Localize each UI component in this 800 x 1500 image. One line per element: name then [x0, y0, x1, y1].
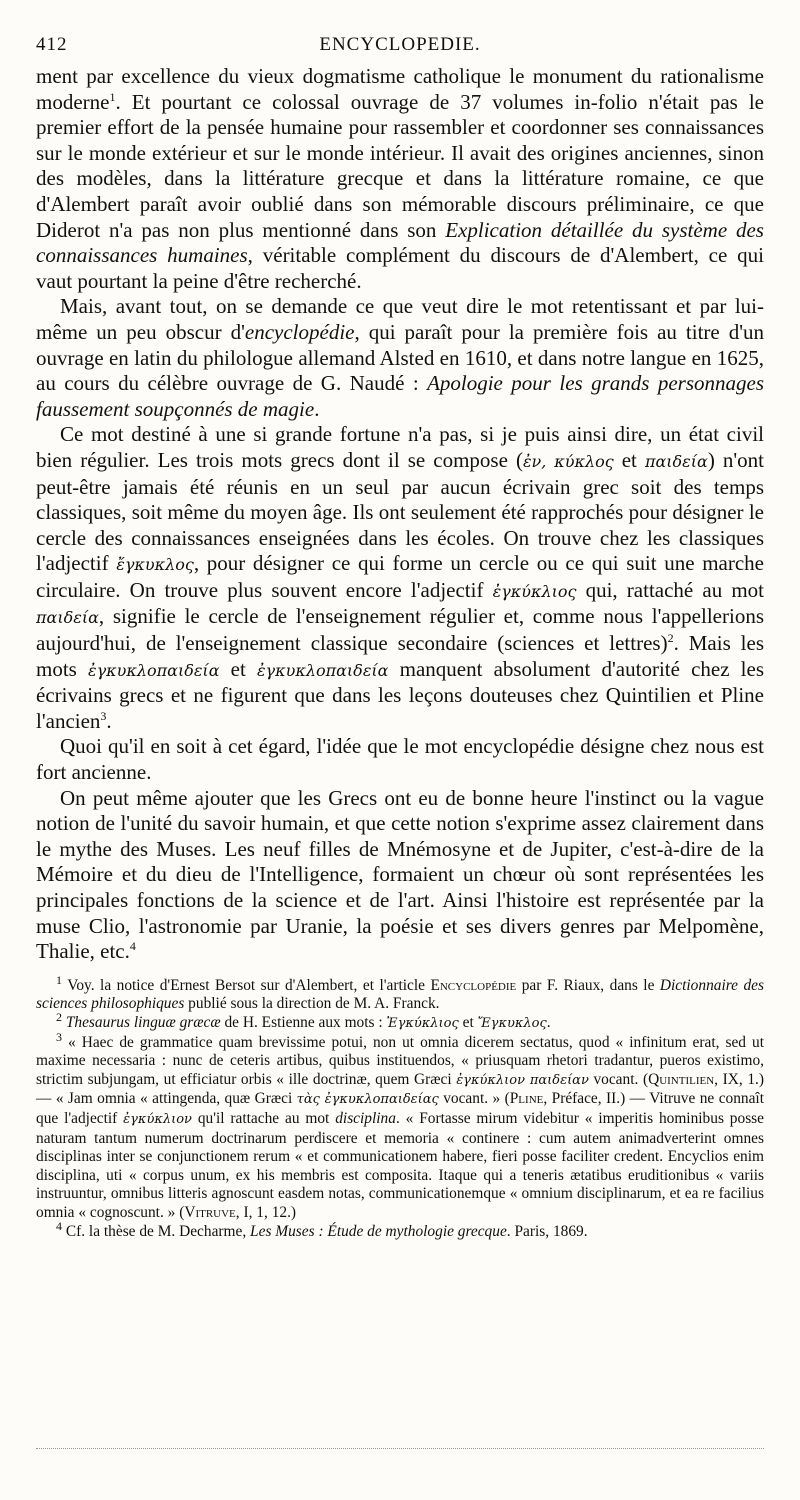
- italic-term: disciplina: [335, 1109, 396, 1127]
- footnote-ref-4: 4: [129, 939, 136, 954]
- greek-word: τὰς ἐγκυκλοπαιδείας: [296, 1092, 439, 1108]
- footnote-1: [36, 972, 764, 1014]
- small-caps-text: Quintilien: [648, 1070, 715, 1088]
- greek-word: παιδεία: [644, 451, 708, 471]
- small-caps-text: Vitruve: [184, 1203, 236, 1221]
- footnote-mark: 1: [56, 972, 62, 987]
- text-run: .: [546, 1013, 551, 1031]
- text-run: , pour désigner ce qui forme un cercle ou ce qui suit une marche circulaire. On trouve plus souvent encore l'adjectif: [36, 551, 765, 602]
- text-run: Mais, avant tout, on se demande ce que veut dire le mot retentissant et par lui-même un peu obscur d': [36, 294, 764, 344]
- running-head: [36, 30, 764, 60]
- footnote-mark: 2: [56, 1009, 62, 1024]
- italic-title: Explication détaillée du système des connaissances humaines: [36, 217, 764, 268]
- text-run: , signifie le cercle de l'enseignement régulier et, comme nous l'appellerions aujourd'hui, de l'enseignement classique secondaire (sciences et lettres): [36, 604, 764, 656]
- text-run: , véritable complément du discours de d'Alembert, ce qui vaut pourtant la peine d'être recherché.: [36, 243, 765, 293]
- text-run: Voy. la notice d'Ernest Bersot sur d'Alembert, et l'article: [62, 976, 431, 994]
- footnote-ref-1: 1: [109, 89, 116, 104]
- text-run: vocant. » (: [438, 1090, 510, 1108]
- text-run: et: [219, 656, 257, 681]
- text-run: ment par excellence du vieux dogmatisme catholique le monument du rationalisme moderne: [36, 64, 764, 114]
- text-run: , qui paraît pour la première fois au titre d'un ouvrage en latin du philologue allemand Alsted en 1610, et dans notre langue en 1625, au cours du célèbre ouvrage de G. Naudé :: [36, 319, 765, 396]
- text-run: qui, rattaché au mot: [576, 577, 764, 602]
- footnote-2: [36, 1009, 764, 1034]
- text-run: par F. Riaux, dans le: [516, 976, 660, 994]
- greek-word: ἐν, κύκλος: [522, 451, 614, 471]
- small-caps-text: Pline: [509, 1090, 544, 1108]
- text-run: et: [458, 1013, 478, 1031]
- greek-word: Ἐγκύκλιος: [386, 1015, 459, 1031]
- text-run: de H. Estienne aux mots :: [220, 1013, 387, 1031]
- text-run: .: [106, 708, 112, 733]
- footnote-3: [36, 1029, 765, 1223]
- small-caps-text: Encyclopédie: [430, 976, 517, 994]
- italic-term: encyclopédie: [244, 319, 355, 344]
- greek-word: ἐγκύκλιος: [492, 581, 577, 601]
- footnote-mark: 3: [56, 1029, 62, 1044]
- text-run: « Haec de grammatice quam brevissime potui, non ut omnia dicerem sectatus, quod « infinitum erat, sed ut maxime necessaria : nunc de ceteris artibus, quibus instituendos, « priusquam rhetori tradantur, pueros existimo, strictim subjungam, ut efficiatur orbis « ille doctrinæ, quem Græci: [36, 1033, 764, 1088]
- italic-title: Les Muses : Étude de mythologie grecque: [250, 1222, 507, 1240]
- body-text: [36, 64, 764, 965]
- running-title: ENCYCLOPEDIE.: [319, 34, 481, 55]
- footnote-mark: 4: [56, 1218, 62, 1233]
- text-run: , I, 1, 12.): [235, 1203, 297, 1221]
- bottom-dotted-line: [36, 1448, 764, 1450]
- paragraph-2: [36, 294, 764, 422]
- greek-word: ἐγκύκλιον παιδείαν: [456, 1072, 589, 1088]
- text-run: , IX, 1.) — « Jam omnia « attingenda, quæ Græci: [36, 1070, 764, 1108]
- paragraph-3: [36, 422, 764, 734]
- paragraph-4: Quoi qu'il en soit à cet égard, l'idée que le mot encyclopédie désigne chez nous est fort ancienne.: [36, 734, 764, 785]
- italic-title: Thesaurus linguæ græcæ: [62, 1013, 221, 1031]
- text-run: Ce mot destiné à une si grande fortune n'a pas, si je puis ainsi dire, un état civil bien régulier. Les trois mots grecs dont il se compose (: [36, 422, 764, 472]
- greek-word: ἐγκυκλοπαιδεία: [256, 660, 389, 680]
- greek-word: ἔγκυκλος: [116, 555, 194, 575]
- footnote-ref-3: 3: [100, 708, 107, 723]
- text-run: On peut même ajouter que les Grecs ont eu de bonne heure l'instinct ou la vague notion de l'unité du savoir humain, et que cette notion s'exprime assez clairement dans le mythe des Muses. Les neuf filles de Mnémosyne et de Jupiter, c'est-à-dire de la Mémoire et du dieu de l'Intelligence, formaient un chœur où sont représentées les principales fonctions de la science et de l'art. Ainsi l'histoire est représentée par la muse Clio, l'astronomie par Uranie, la poésie et ses divers genres par Melpomène, Thalie, etc.: [36, 785, 764, 964]
- italic-title: Dictionnaire des sciences philosophiques: [36, 976, 764, 1013]
- text-run: manquent absolument d'autorité chez les écrivains grecs et ne figurent que dans les leçons douteuses chez Quintilien et Pline l'ancien: [36, 656, 765, 733]
- greek-word: παιδεία: [36, 608, 99, 628]
- page-number: 412: [36, 34, 68, 55]
- text-run: et: [613, 447, 645, 472]
- footnote-ref-2: 2: [667, 631, 674, 646]
- text-run: qu'il rattache au mot: [191, 1109, 336, 1127]
- text-run: . Paris, 1869.: [506, 1222, 588, 1240]
- text-run: . « Fortasse mirum videbitur « imperitis hominibus posse naturam tantum numerum doctrinarum perdiscere et memoria « continere : cum autem animadverterint omnes disciplinas inter se conjunctionem rerum « et communicationem habere, fieri posse faciliter credent. Encyclios enim disciplina, uti « corpus unum, ex his membris est composita. Itaque qui a teneris ætatibus eruditionibus « variis instruuntur, omnibus litteris agnoscunt easdem notas, communicationemque « omnium disciplinarum, et ea re facilius omnia « cognoscunt. » (: [36, 1109, 765, 1221]
- italic-title: Apologie pour les grands personnages faussement soupçonnés de magie: [36, 371, 764, 421]
- greek-word: Ἔγκυκλος: [477, 1015, 547, 1031]
- text-run: ) n'ont peut-être jamais été réunis en un seul par aucun écrivain grec soit des temps classiques, soit même du moyen âge. Ils ont seulement été rapprochés pour désigner le cercle des connaissances enseignées dans les écoles. On trouve chez les classiques l'adjectif: [36, 447, 764, 576]
- paragraph-1: [36, 64, 764, 294]
- text-run: publié sous la direction de M. A. Franck.: [184, 995, 440, 1013]
- text-run: , Préface, II.) — Vitruve ne connaît que l'adjectif: [36, 1090, 764, 1127]
- greek-word: ἐγκυκλοπαιδεία: [87, 660, 220, 680]
- text-run: . Et pourtant ce colossal ouvrage de 37 volumes in-folio n'était pas le premier effort de la pensée humaine pour rassembler et coordonner ses connaissances sur le monde extérieur et sur le monde intérieur. Il avait des origines anciennes, sinon des modèles, dans la littérature grecque et dans la littérature romaine, ce que d'Alembert paraît avoir oublié dans son mémorable discours préliminaire, ce que Diderot n'a pas non plus mentionné dans son: [36, 89, 764, 242]
- text-run: Cf. la thèse de M. Decharme,: [62, 1222, 251, 1240]
- greek-word: ἐγκύκλιον: [123, 1111, 192, 1127]
- footnote-4: [36, 1218, 764, 1242]
- text-run: .: [314, 396, 320, 421]
- text-run: . Mais les mots: [36, 631, 765, 681]
- footnotes: [36, 972, 765, 1241]
- text-run: vocant. (: [588, 1070, 649, 1088]
- paragraph-5: [36, 786, 764, 965]
